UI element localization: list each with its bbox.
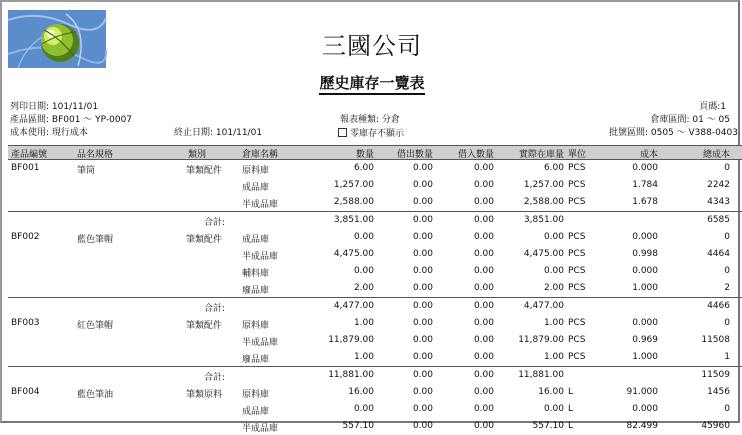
report-mode: 報表種類: 分倉 xyxy=(340,115,400,125)
table-row: 廢品庫 2.00 0.00 0.00 2.00 PCS 1.000 2 xyxy=(242,283,730,296)
table-row: 廢品庫 1.00 0.00 0.00 1.00 PCS 1.000 1 xyxy=(242,352,730,365)
checkbox-icon xyxy=(338,128,347,137)
subtotal-row: 合計: 11,881.00 0.00 0.00 11,881.00 11509 xyxy=(8,366,742,384)
table-row: 成品庫 0.00 0.00 0.00 0.00 L 0.000 0 xyxy=(242,404,730,417)
col-warehouse: 倉庫名稱 xyxy=(242,150,279,160)
col-qty: 數量 xyxy=(355,150,374,160)
warehouse-range: 倉庫區間: 01 ～ 05 xyxy=(650,115,730,125)
table-row: 半成品庫 11,879.00 0.00 0.00 11,879.00 PCS 0.969 11508 xyxy=(242,335,730,348)
table-row: 半成品庫 4,475.00 0.00 0.00 4,475.00 PCS 0.998 4464 xyxy=(242,249,730,262)
col-code: 產品編號 xyxy=(11,150,48,160)
product-range: 產品區間: BF001 ～ YP-0007 xyxy=(10,115,133,125)
col-cost: 成本 xyxy=(639,150,658,160)
batch-range: 批號區間: 0505 ～ V388-0403 xyxy=(608,128,738,138)
col-unit: 單位 xyxy=(568,150,587,160)
col-category: 類別 xyxy=(188,150,207,160)
table-row: BF004 藍色筆油 筆類原料 原料庫 16.00 0.00 0.00 16.00 L 91.000 1456 xyxy=(11,387,730,400)
subtotal-row: 合計: 4,477.00 0.00 0.00 4,477.00 4466 xyxy=(8,297,742,315)
table-header xyxy=(8,145,742,160)
table-row: 半成品庫 557.10 0.00 0.00 557.10 L 82.499 45960 xyxy=(242,421,730,434)
subtotal-row: 合計: 3,851.00 0.00 0.00 3,851.00 6585 xyxy=(8,211,742,229)
cost-usage: 成本使用: 現行成本 xyxy=(10,128,88,138)
print-date: 列印日期: 101/11/01 xyxy=(10,102,99,112)
page-number: 頁碼:1 xyxy=(699,102,726,112)
table-row: BF001 筆筒 筆類配件 原料庫 6.00 0.00 0.00 6.00 PCS 0.000 0 xyxy=(11,163,730,176)
col-in: 借入數量 xyxy=(457,150,494,160)
table-row: BF003 紅色筆帽 筆類配件 原料庫 1.00 0.00 0.00 1.00 PCS 0.000 0 xyxy=(11,318,730,331)
table-body xyxy=(8,160,742,435)
end-date: 終止日期: 101/11/01 xyxy=(174,128,263,138)
zero-stock-option: 零庫存不顯示 xyxy=(338,128,404,140)
table-row: 半成品庫 2,588.00 0.00 0.00 2,588.00 PCS 1.678 4343 xyxy=(242,197,730,210)
table-row: BF002 藍色筆帽 筆類配件 成品庫 0.00 0.00 0.00 0.00 PCS 0.000 0 xyxy=(11,232,730,245)
col-name: 品名規格 xyxy=(77,150,114,160)
report-title: 歷史庫存一覽表 xyxy=(2,72,742,93)
table-row: 成品庫 1,257.00 0.00 0.00 1,257.00 PCS 1.784 2242 xyxy=(242,180,730,193)
col-total: 總成本 xyxy=(702,150,730,160)
col-out: 借出數量 xyxy=(396,150,433,160)
table-row: 輔料庫 0.00 0.00 0.00 0.00 PCS 0.000 0 xyxy=(242,266,730,279)
company-name: 三國公司 xyxy=(322,32,422,60)
col-actual: 實際在庫量 xyxy=(518,150,564,160)
